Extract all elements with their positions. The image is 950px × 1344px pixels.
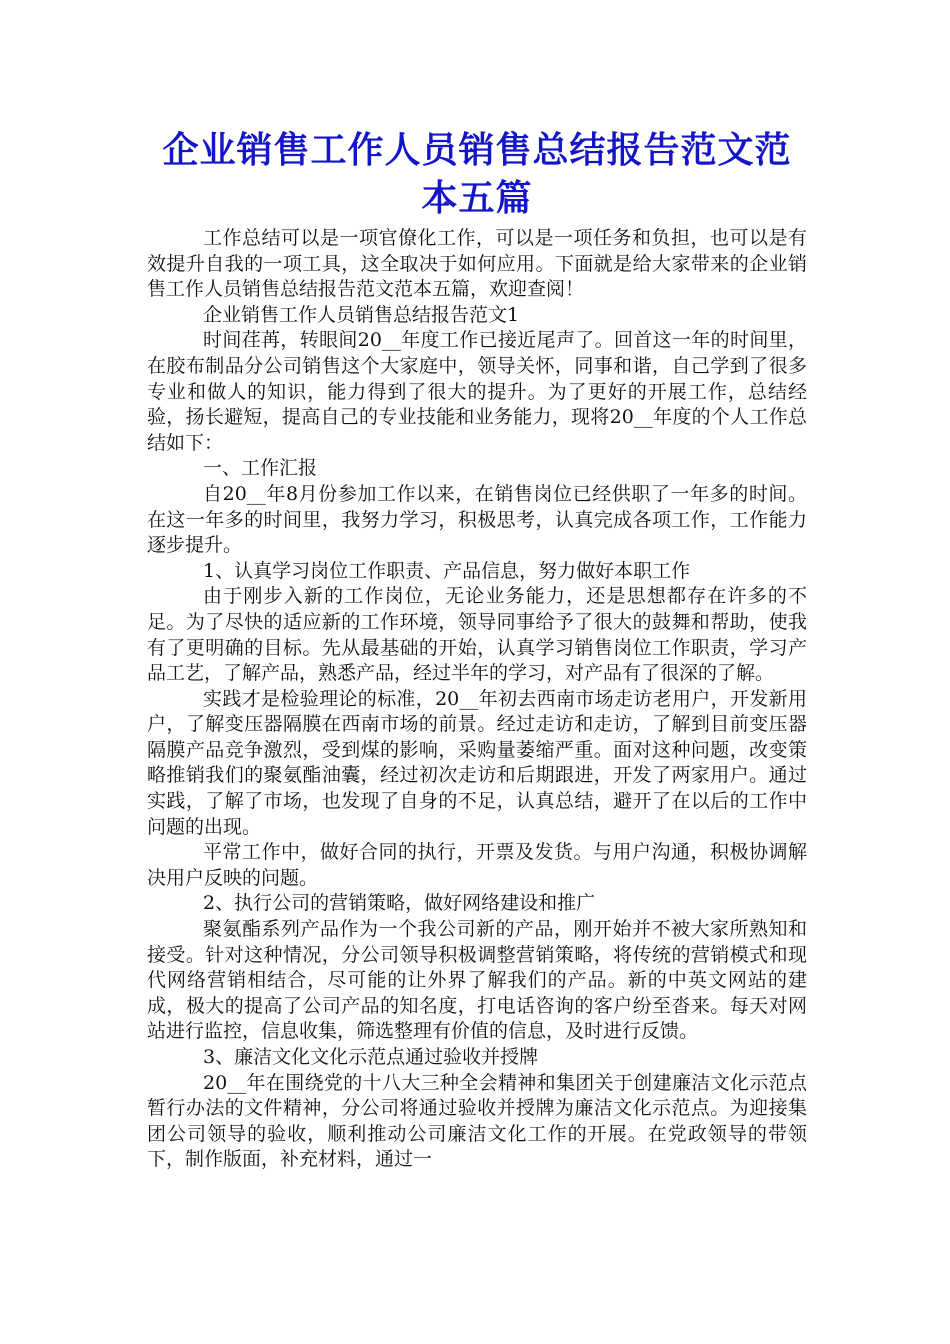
section-heading: 一、工作汇报 <box>203 457 318 480</box>
document-title: 企业销售工作人员销售总结报告范文范本五篇 <box>162 129 792 219</box>
section-heading: 3、廉洁文化文化示范点通过验收并授牌 <box>203 1046 539 1068</box>
body-paragraph: 20__年在围绕党的十八大三种全会精神和集团关于创建廉洁文化示范点暂行办法的文件精神，分公司将通过验收并授牌为廉洁文化示范点。为迎接集团公司领导的验收，顺利推动公司廉洁文化工作的开展。在党政领导的带领下，制作版面，补充材料，通过一 <box>147 1071 807 1171</box>
section-heading: 2、执行公司的营销策略，做好网络建设和推广 <box>203 892 596 915</box>
section-heading: 1、认真学习岗位工作职责、产品信息，努力做好本职工作 <box>203 559 691 582</box>
document-page <box>147 126 807 1173</box>
body-paragraph: 时间荏苒，转眼间20__年度工作已接近尾声了。回首这一年的时间里，在胶布制品分公司销售这个大家庭中，领导关怀，同事和谐，自己学到了很多专业和做人的知识，能力得到了很大的提升。为了更好的开展工作，总结经验，扬长避短，提高自己的专业技能和业务能力，现将20__年度的个人工作总结如下： <box>147 329 807 454</box>
document-body <box>147 226 807 1173</box>
body-paragraph: 工作总结可以是一项官僚化工作，可以是一项任务和负担，也可以是有效提升自我的一项工具，这全取决于如何应用。下面就是给大家带来的企业销售工作人员销售总结报告范文范本五篇，欢迎查阅！ <box>147 227 807 301</box>
section-heading: 企业销售工作人员销售总结报告范文1 <box>203 303 520 326</box>
body-paragraph: 自20__年8月份参加工作以来，在销售岗位已经供职了一年多的时间。在这一年多的时间里，我努力学习，积极思考，认真完成各项工作，工作能力逐步提升。 <box>147 482 807 557</box>
body-paragraph: 实践才是检验理论的标准，20__年初去西南市场走访老用户，开发新用户，了解变压器隔膜在西南市场的前景。经过走访和走访，了解到目前变压器隔膜产品竞争激烈，受到煤的影响，采购量萎缩严重。面对这种问题，改变策略推销我们的聚氨酯油囊，经过初次走访和后期跟进，开发了两家用户。通过实践，了解了市场，也发现了自身的不足，认真总结，避开了在以后的工作中问题的出现。 <box>147 687 807 838</box>
body-paragraph: 平常工作中，做好合同的执行，开票及发货。与用户沟通，积极协调解决用户反映的问题。 <box>147 841 807 889</box>
body-paragraph: 聚氨酯系列产品作为一个我公司新的产品，刚开始并不被大家所熟知和接受。针对这种情况，分公司领导积极调整营销策略，将传统的营销模式和现代网络营销相结合，尽可能的让外界了解我们的产品。新的中英文网站的建成，极大的提高了公司产品的知名度，打电话咨询的客户纷至沓来。每天对网站进行监控，信息收集，筛选整理有价值的信息，及时进行反馈。 <box>147 918 807 1043</box>
body-paragraph: 由于刚步入新的工作岗位，无论业务能力，还是思想都存在许多的不足。为了尽快的适应新的工作环境，领导同事给予了很大的鼓舞和帮助，使我有了更明确的目标。先从最基础的开始，认真学习销售岗位工作职责，学习产品工艺，了解产品，熟悉产品，经过半年的学习，对产品有了很深的了解。 <box>147 585 807 685</box>
